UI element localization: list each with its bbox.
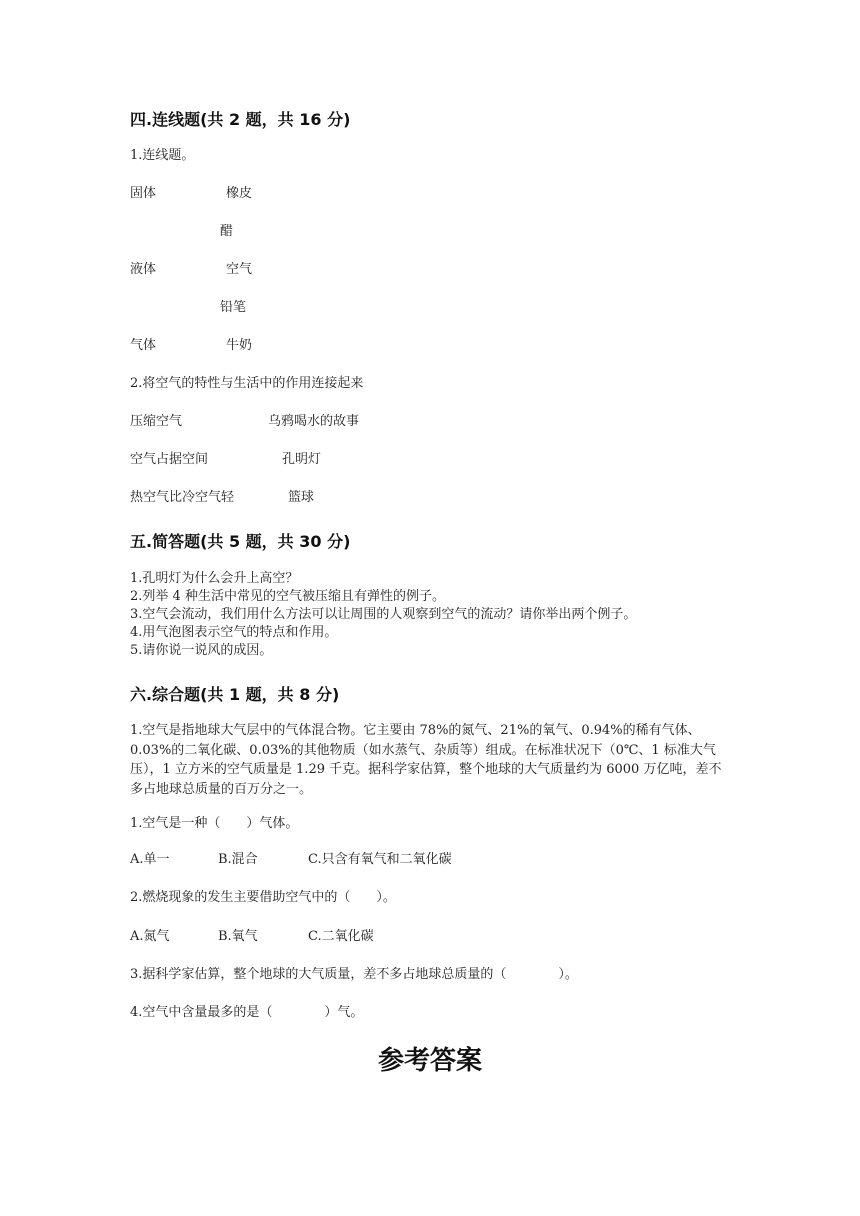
answers-title: 参考答案: [377, 1046, 482, 1076]
match-right-item: 乌鸦喝水的故事: [268, 414, 360, 429]
question-text: 3.据科学家估算，整个地球的大气质量，差不多占地球总质量的（ ）。: [130, 967, 578, 982]
question-text: 4.空气中含量最多的是（ ）气。: [130, 1005, 364, 1020]
question-text: 2.燃烧现象的发生主要借助空气中的（ ）。: [130, 890, 396, 905]
option-c: C.二氧化碳: [308, 929, 374, 944]
section-heading-matching: 四.连线题(共 2 题，共 16 分): [130, 110, 351, 129]
list-item: 2.列举 4 种生活中常见的空气被压缩且有弹性的例子。: [130, 589, 445, 604]
list-item: 4.用气泡图表示空气的特点和作用。: [130, 625, 338, 640]
reading-passage: 1.空气是指地球大气层中的气体混合物。它主要由 78%的氮气、21%的氧气、0.94%的稀有气体、0.03%的二氧化碳、0.03%的其他物质（如水蒸气、杂质等）组成。在标准状况下（0℃、1 标准大气压），1 立方米的空气质量是 1.29 千克。据科学家估算，整个地球的大气质量约为 6000 万亿吨，差不多占地球总质量的百万分之一。: [130, 723, 722, 797]
match-right-item: 牛奶: [226, 338, 253, 353]
match-right-item: 铅笔: [220, 300, 247, 315]
option-c: C.只含有氧气和二氧化碳: [308, 852, 452, 867]
list-item: 1.孔明灯为什么会升上高空？: [130, 571, 299, 586]
option-b: B.氧气: [218, 929, 258, 944]
match-left-item: 气体: [130, 338, 157, 353]
question-text: 1.空气是一种（ ）气体。: [130, 816, 299, 831]
list-item: 5.请你说一说风的成因。: [130, 643, 273, 658]
match-right-item: 孔明灯: [282, 452, 322, 467]
match-left-item: 空气占据空间: [130, 452, 209, 467]
match-right-item: 空气: [226, 262, 253, 277]
match-left-item: 液体: [130, 262, 157, 277]
match-left-item: 压缩空气: [130, 414, 183, 429]
match-right-item: 醋: [220, 224, 234, 239]
list-item: 3.空气会流动，我们用什么方法可以让周围的人观察到空气的流动？请你举出两个例子。: [130, 607, 637, 622]
option-a: A.氮气: [130, 929, 170, 944]
match-left-item: 热空气比冷空气轻: [130, 490, 235, 505]
option-a: A.单一: [130, 852, 170, 867]
section-heading-comprehensive: 六.综合题(共 1 题，共 8 分): [130, 685, 340, 704]
match-left-item: 固体: [130, 186, 157, 201]
match-right-item: 篮球: [288, 490, 315, 505]
section-heading-short-answer: 五.简答题(共 5 题，共 30 分): [130, 532, 351, 551]
option-b: B.混合: [218, 852, 258, 867]
question-prompt: 2.将空气的特性与生活中的作用连接起来: [130, 376, 364, 391]
match-right-item: 橡皮: [226, 186, 253, 201]
question-prompt: 1.连线题。: [130, 148, 195, 163]
